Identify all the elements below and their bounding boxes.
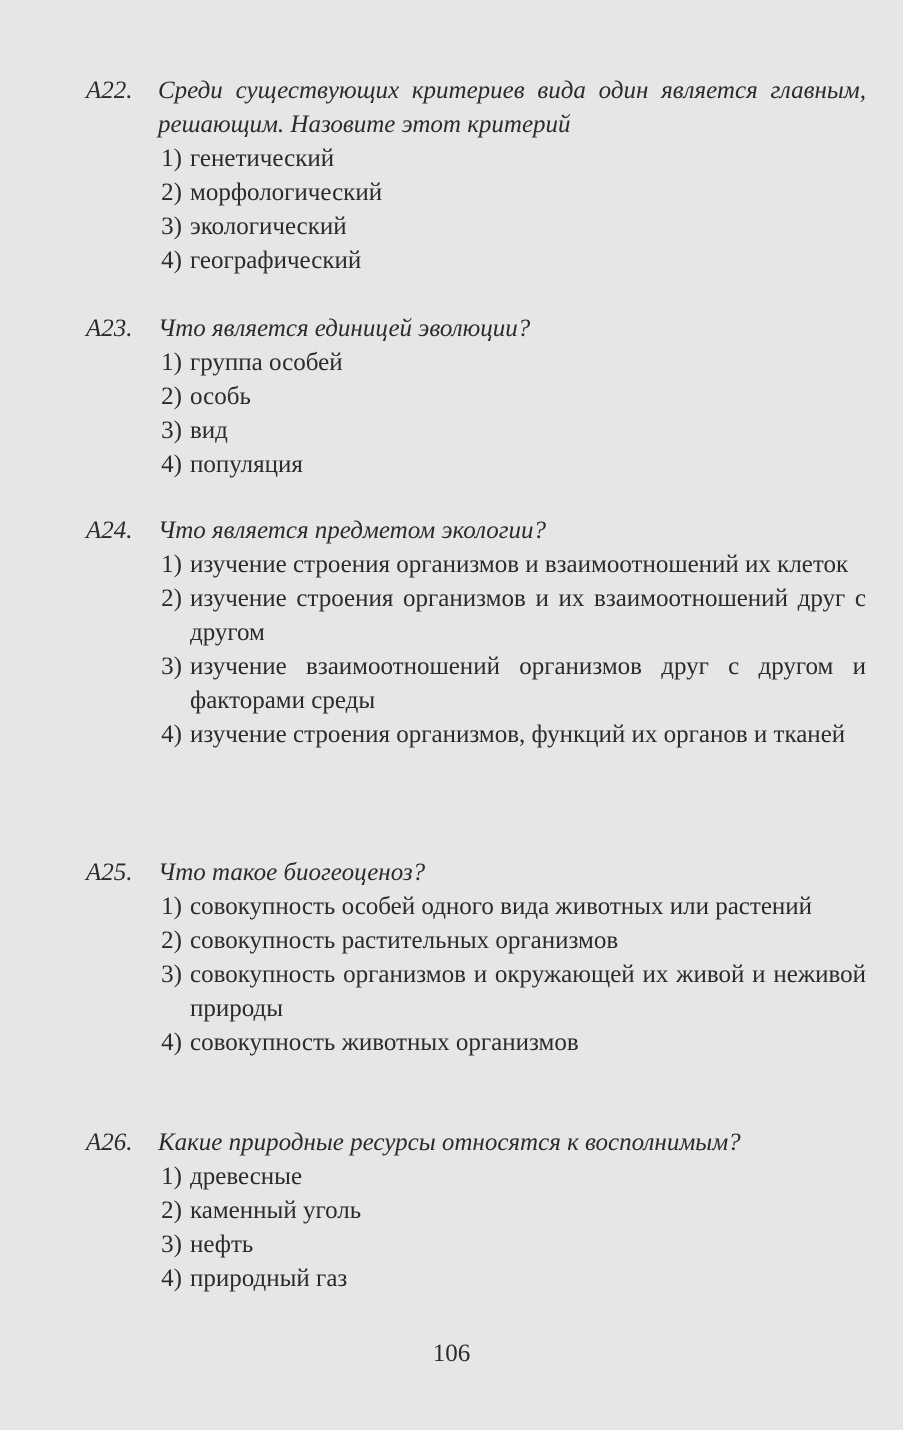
question-text: Какие природные ресурсы относятся к восполнимым? xyxy=(158,1129,741,1156)
answer-option xyxy=(86,1026,866,1060)
question-heading xyxy=(86,856,866,890)
question-heading xyxy=(86,74,866,142)
question-text: Что является единицей эволюции? xyxy=(158,315,531,342)
question-heading xyxy=(86,514,866,548)
option-text: изучение взаимоотношений организмов друг с другом и факторами среды xyxy=(190,653,866,714)
option-text: природный газ xyxy=(190,1265,348,1292)
answer-option xyxy=(86,650,866,718)
answer-option xyxy=(86,346,866,380)
answer-options xyxy=(86,346,866,482)
option-text: популяция xyxy=(190,451,303,478)
option-text: изучение строения организмов, функций их органов и тканей xyxy=(190,721,846,748)
option-number: 2) xyxy=(161,383,182,410)
answer-options xyxy=(86,1160,866,1296)
option-number: 3) xyxy=(161,417,182,444)
option-number: 1) xyxy=(161,145,182,172)
question-number: A23. xyxy=(86,315,133,342)
option-number: 4) xyxy=(161,451,182,478)
option-number: 3) xyxy=(161,961,182,988)
answer-option xyxy=(86,890,866,924)
answer-option xyxy=(86,718,866,752)
answer-option xyxy=(86,1228,866,1262)
answer-options xyxy=(86,548,866,752)
option-number: 2) xyxy=(161,1197,182,1224)
question-a23 xyxy=(86,312,866,482)
answer-options xyxy=(86,890,866,1060)
question-number: A25. xyxy=(86,859,133,886)
answer-option xyxy=(86,142,866,176)
option-text: изучение строения организмов и взаимоотношений их клеток xyxy=(190,551,849,578)
answer-option xyxy=(86,448,866,482)
question-heading xyxy=(86,1126,866,1160)
question-text: Что такое биогеоценоз? xyxy=(158,859,426,886)
option-number: 2) xyxy=(161,179,182,206)
answer-option xyxy=(86,244,866,278)
option-number: 1) xyxy=(161,1163,182,1190)
option-number: 3) xyxy=(161,653,182,680)
option-number: 4) xyxy=(161,247,182,274)
answer-option xyxy=(86,1262,866,1296)
answer-option xyxy=(86,1160,866,1194)
answer-option xyxy=(86,958,866,1026)
option-text: экологический xyxy=(190,213,347,240)
option-number: 4) xyxy=(161,1029,182,1056)
option-text: изучение строения организмов и их взаимоотношений друг с другом xyxy=(190,585,866,646)
option-text: вид xyxy=(190,417,228,444)
answer-option xyxy=(86,176,866,210)
option-number: 4) xyxy=(161,1265,182,1292)
option-number: 2) xyxy=(161,585,182,612)
question-a25 xyxy=(86,856,866,1060)
question-a22 xyxy=(86,74,866,278)
option-number: 3) xyxy=(161,213,182,240)
answer-options xyxy=(86,142,866,278)
question-number: A24. xyxy=(86,517,133,544)
option-text: совокупность организмов и окружающей их живой и неживой природы xyxy=(190,961,866,1022)
option-number: 1) xyxy=(161,349,182,376)
question-heading xyxy=(86,312,866,346)
option-text: особь xyxy=(190,383,251,410)
page-number: 106 xyxy=(432,1340,471,1367)
option-text: морфологический xyxy=(190,179,383,206)
answer-option xyxy=(86,380,866,414)
option-text: генетический xyxy=(190,145,335,172)
answer-option xyxy=(86,924,866,958)
answer-option xyxy=(86,548,866,582)
option-number: 3) xyxy=(161,1231,182,1258)
question-a24 xyxy=(86,514,866,752)
option-text: каменный уголь xyxy=(190,1197,362,1224)
question-number: A22. xyxy=(86,77,133,104)
answer-option xyxy=(86,414,866,448)
option-text: совокупность животных организмов xyxy=(190,1029,579,1056)
question-a26 xyxy=(86,1126,866,1296)
option-number: 1) xyxy=(161,893,182,920)
option-text: древесные xyxy=(190,1163,303,1190)
question-text: Среди существующих критериев вида один является главным, решающим. Назовите этот критерий xyxy=(158,77,866,138)
answer-option xyxy=(86,1194,866,1228)
option-number: 1) xyxy=(161,551,182,578)
option-text: совокупность особей одного вида животных или растений xyxy=(190,893,813,920)
answer-option xyxy=(86,210,866,244)
answer-option xyxy=(86,582,866,650)
option-text: нефть xyxy=(190,1231,254,1258)
option-text: совокупность растительных организмов xyxy=(190,927,619,954)
question-number: A26. xyxy=(86,1129,133,1156)
option-text: географический xyxy=(190,247,362,274)
option-number: 2) xyxy=(161,927,182,954)
option-text: группа особей xyxy=(190,349,343,376)
question-text: Что является предметом экологии? xyxy=(158,517,547,544)
option-number: 4) xyxy=(161,721,182,748)
